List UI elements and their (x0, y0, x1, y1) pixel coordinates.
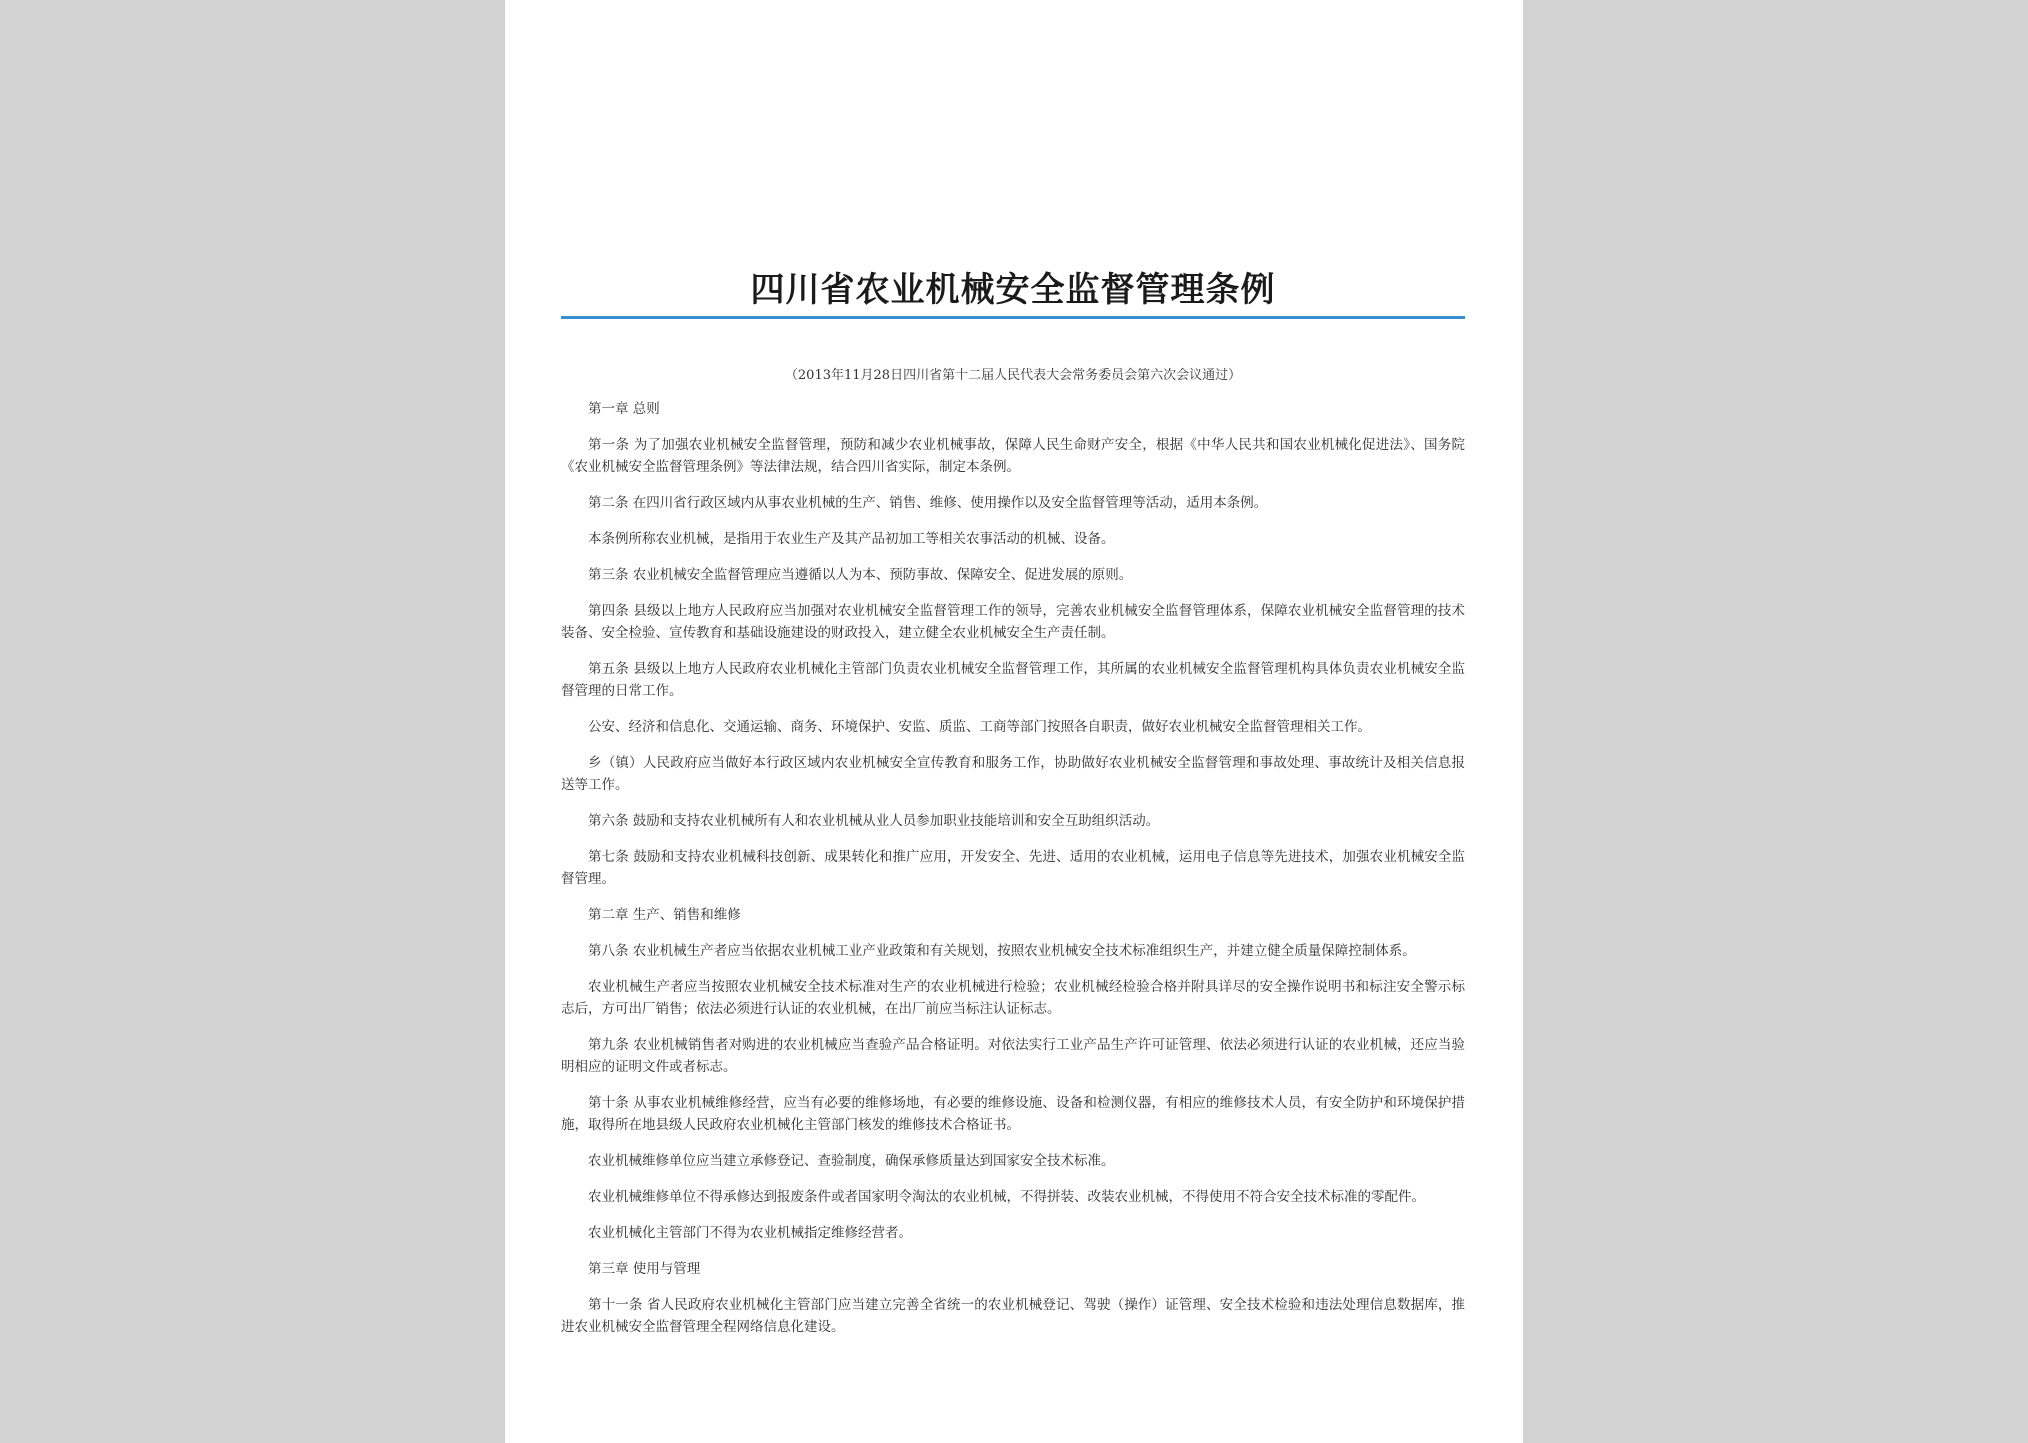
article-paragraph: 第十一条 省人民政府农业机械化主管部门应当建立完善全省统一的农业机械登记、驾驶（操作）证管理、安全技术检验和违法处理信息数据库，推进农业机械安全监督管理全程网络信息化建设。 (561, 1297, 1465, 1335)
article-paragraph: 第三条 农业机械安全监督管理应当遵循以人为本、预防事故、保障安全、促进发展的原则。 (588, 567, 1133, 583)
article-paragraph: 第八条 农业机械生产者应当依据农业机械工业产业政策和有关规划，按照农业机械安全技术标准组织生产，并建立健全质量保障控制体系。 (588, 943, 1416, 959)
article-paragraph: 第二条 在四川省行政区域内从事农业机械的生产、销售、维修、使用操作以及安全监督管理等活动，适用本条例。 (588, 495, 1268, 511)
chapter-heading: 第一章 总则 (588, 401, 660, 417)
title-underline (561, 316, 1465, 319)
document-body (561, 398, 1465, 1352)
document-subtitle: （2013年11月28日四川省第十二届人民代表大会常务委员会第六次会议通过） (784, 368, 1242, 383)
article-paragraph: 第一条 为了加强农业机械安全监督管理，预防和减少农业机械事故，保障人民生命财产安全，根据《中华人民共和国农业机械化促进法》、国务院《农业机械安全监督管理条例》等法律法规，结合四川省实际，制定本条例。 (561, 437, 1465, 475)
article-paragraph: 第四条 县级以上地方人民政府应当加强对农业机械安全监督管理工作的领导，完善农业机械安全监督管理体系，保障农业机械安全监督管理的技术装备、安全检验、宣传教育和基础设施建设的财政投入，建立健全农业机械安全生产责任制。 (561, 603, 1465, 641)
document-title: 四川省农业机械安全监督管理条例 (750, 270, 1276, 310)
chapter-heading: 第三章 使用与管理 (588, 1261, 701, 1277)
article-paragraph: 乡（镇）人民政府应当做好本行政区域内农业机械安全宣传教育和服务工作，协助做好农业机械安全监督管理和事故处理、事故统计及相关信息报送等工作。 (561, 755, 1465, 793)
chapter-heading: 第二章 生产、销售和维修 (588, 907, 741, 923)
article-paragraph: 农业机械维修单位应当建立承修登记、查验制度，确保承修质量达到国家安全技术标准。 (588, 1153, 1115, 1169)
article-paragraph: 农业机械化主管部门不得为农业机械指定维修经营者。 (588, 1225, 912, 1241)
article-paragraph: 第六条 鼓励和支持农业机械所有人和农业机械从业人员参加职业技能培训和安全互助组织活动。 (588, 813, 1160, 829)
article-paragraph: 第七条 鼓励和支持农业机械科技创新、成果转化和推广应用，开发安全、先进、适用的农业机械，运用电子信息等先进技术，加强农业机械安全监督管理。 (561, 849, 1465, 887)
article-paragraph: 农业机械维修单位不得承修达到报废条件或者国家明令淘汰的农业机械，不得拼装、改装农业机械，不得使用不符合安全技术标准的零配件。 (588, 1189, 1425, 1205)
article-paragraph: 第十条 从事农业机械维修经营，应当有必要的维修场地，有必要的维修设施、设备和检测仪器，有相应的维修技术人员，有安全防护和环境保护措施，取得所在地县级人民政府农业机械化主管部门核发的维修技术合格证书。 (561, 1095, 1465, 1133)
article-paragraph: 第九条 农业机械销售者对购进的农业机械应当查验产品合格证明。对依法实行工业产品生产许可证管理、依法必须进行认证的农业机械，还应当验明相应的证明文件或者标志。 (561, 1037, 1465, 1075)
article-paragraph: 第五条 县级以上地方人民政府农业机械化主管部门负责农业机械安全监督管理工作，其所属的农业机械安全监督管理机构具体负责农业机械安全监督管理的日常工作。 (561, 661, 1465, 699)
article-paragraph: 本条例所称农业机械，是指用于农业生产及其产品初加工等相关农事活动的机械、设备。 (588, 531, 1115, 547)
document-page (505, 0, 1523, 1443)
article-paragraph: 公安、经济和信息化、交通运输、商务、环境保护、安监、质监、工商等部门按照各自职责，做好农业机械安全监督管理相关工作。 (588, 719, 1371, 735)
article-paragraph: 农业机械生产者应当按照农业机械安全技术标准对生产的农业机械进行检验；农业机械经检验合格并附具详尽的安全操作说明书和标注安全警示标志后，方可出厂销售；依法必须进行认证的农业机械，在出厂前应当标注认证标志。 (561, 979, 1465, 1017)
